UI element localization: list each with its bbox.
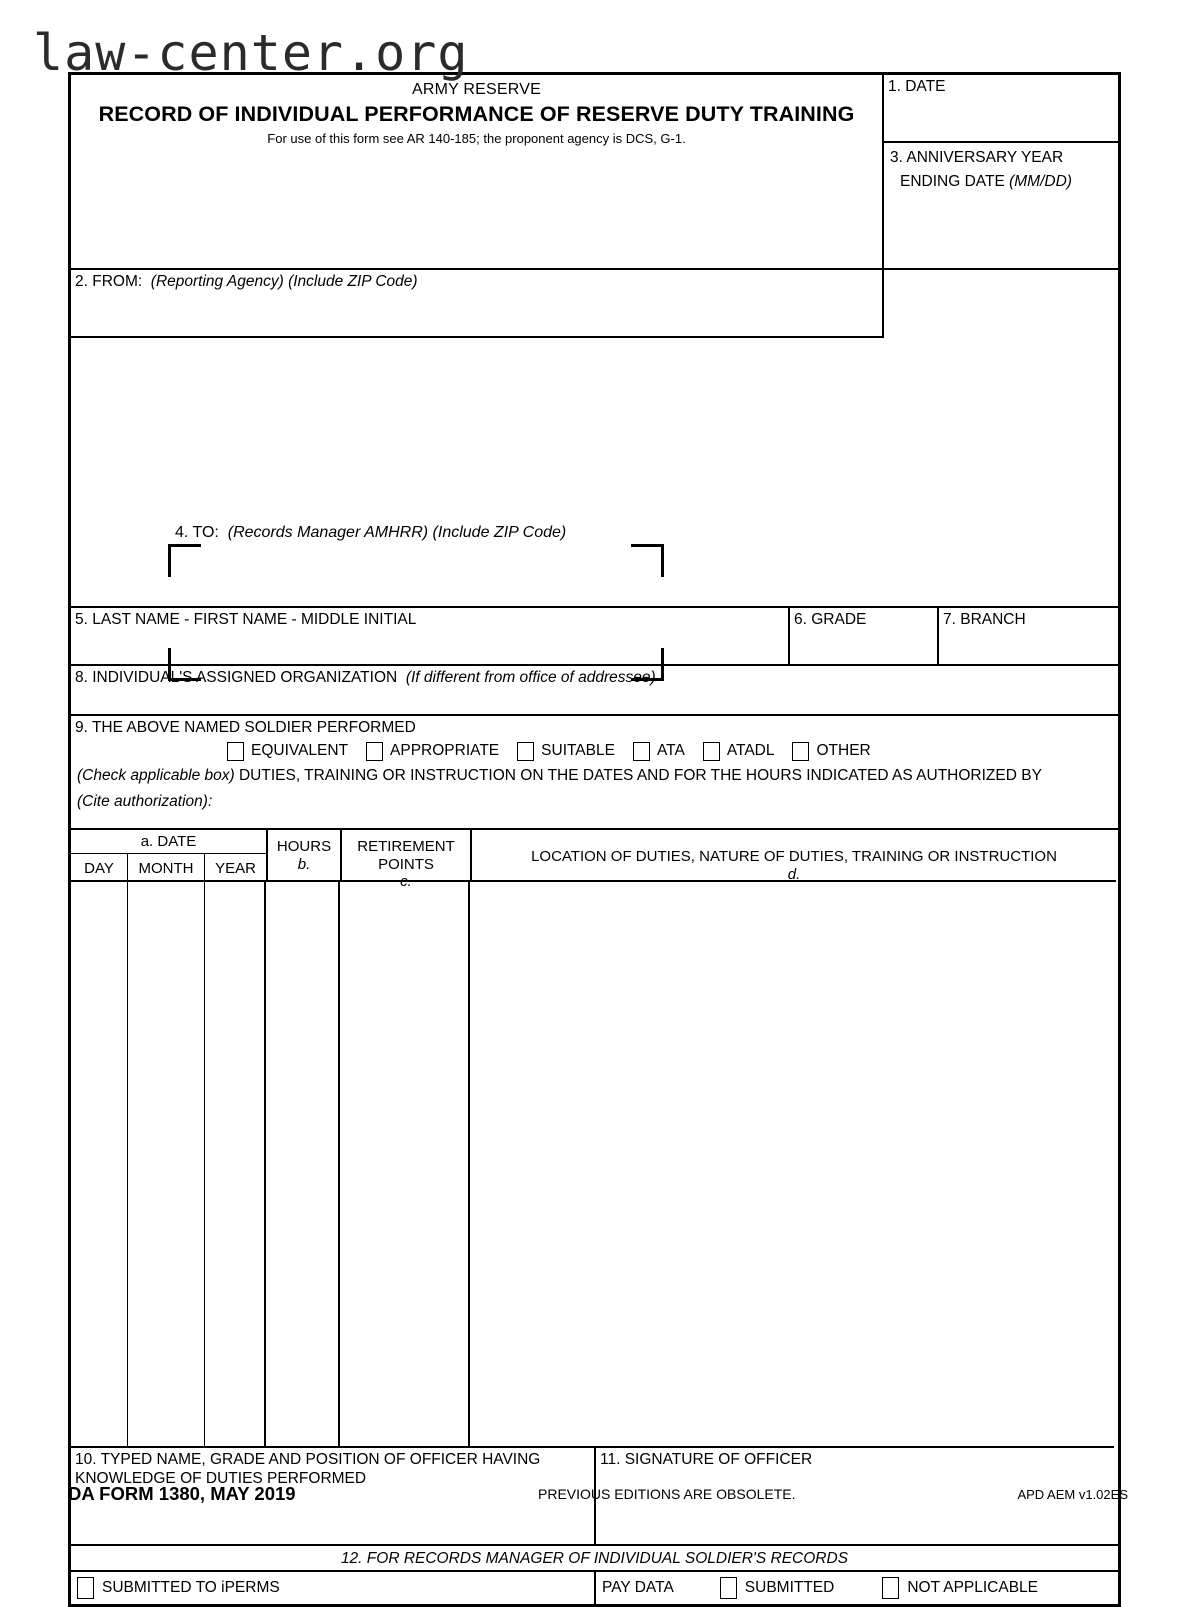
- table-header-month: MONTH: [138, 860, 194, 877]
- table-col-day: [71, 854, 128, 883]
- address-bracket-top-right: [631, 544, 664, 577]
- signature-label: 11. SIGNATURE OF OFFICER: [600, 1451, 813, 1468]
- typed-name-label-line1: 10. TYPED NAME, GRADE AND POSITION OF OFFICER HAVING: [75, 1451, 541, 1468]
- table-cell-hours[interactable]: [266, 882, 340, 1448]
- checkbox-atadl[interactable]: [703, 742, 720, 761]
- from-row: [71, 270, 1118, 338]
- option-other[interactable]: [792, 742, 870, 761]
- option-equivalent-label: EQUIVALENT: [251, 742, 349, 760]
- anniversary-label-line1: 3. ANNIVERSARY YEAR: [890, 149, 1064, 166]
- option-appropriate-label: APPROPRIATE: [390, 742, 500, 760]
- anniversary-label-line2: ENDING DATE (MM/DD): [900, 173, 1072, 191]
- field-grade[interactable]: [790, 608, 939, 666]
- title-block: [71, 75, 884, 270]
- records-manager-heading-row: [71, 1546, 1118, 1572]
- agency-label: ARMY RESERVE: [412, 81, 541, 98]
- date-anniversary-column: [884, 75, 1118, 270]
- check-applicable-hint: (Check applicable box): [77, 766, 235, 784]
- table-col-location: [472, 830, 1116, 882]
- organization-hint: (If different from office of addressee): [405, 669, 656, 686]
- pay-data-submitted-label: SUBMITTED: [744, 1579, 835, 1596]
- to-row: [71, 338, 1118, 608]
- table-header-points-letter: c.: [400, 873, 412, 891]
- option-atadl-label: ATADL: [726, 742, 775, 760]
- form-identifier: DA FORM 1380, MAY 2019: [68, 1483, 296, 1504]
- field-last-first-middle-name[interactable]: [71, 608, 790, 666]
- da-form-1380: [68, 72, 1121, 1607]
- table-header-year: YEAR: [215, 860, 256, 877]
- table-col-month: [128, 854, 205, 883]
- performed-instruction-line: [71, 767, 1118, 785]
- records-manager-heading: 12. FOR RECORDS MANAGER OF INDIVIDUAL SOLDIER'S RECORDS: [71, 1546, 1118, 1572]
- table-col-year: [205, 854, 266, 883]
- form-title: RECORD OF INDIVIDUAL PERFORMANCE OF RESERVE DUTY TRAINING: [98, 102, 855, 126]
- option-other-label: OTHER: [816, 742, 871, 760]
- field-to[interactable]: [71, 338, 1118, 608]
- option-appropriate[interactable]: [366, 742, 499, 761]
- table-cell-year[interactable]: [205, 882, 266, 1448]
- field-typed-name-grade-position[interactable]: [71, 1448, 596, 1546]
- checkbox-submitted-to-iperms[interactable]: [77, 1577, 94, 1599]
- table-header-hours: HOURS b.: [276, 838, 332, 873]
- checkbox-ata[interactable]: [633, 742, 650, 761]
- officer-row: [71, 1448, 1118, 1546]
- table-cell-points[interactable]: [340, 882, 470, 1448]
- field-branch[interactable]: [939, 608, 1118, 666]
- option-suitable-label: SUITABLE: [541, 742, 615, 760]
- performed-options: [71, 742, 1118, 761]
- identity-row: [71, 608, 1118, 666]
- option-submitted-to-iperms[interactable]: [71, 1572, 596, 1604]
- field-signature-of-officer[interactable]: [596, 1448, 1118, 1546]
- date-label: 1. DATE: [888, 78, 946, 95]
- field-from[interactable]: [71, 270, 884, 338]
- to-hint: (Records Manager AMHRR) (Include ZIP Code): [227, 524, 567, 541]
- section-soldier-performed: [71, 716, 1118, 830]
- option-equivalent[interactable]: [227, 742, 348, 761]
- checkbox-appropriate[interactable]: [366, 742, 383, 761]
- name-label: 5. LAST NAME - FIRST NAME - MIDDLE INITIAL: [75, 611, 417, 628]
- table-date-subheaders: [71, 854, 266, 883]
- organization-label: 8. INDIVIDUAL'S ASSIGNED ORGANIZATION (If different from office of addressee): [75, 669, 656, 686]
- performed-row: [71, 716, 1118, 830]
- duties-table-head: [71, 830, 1118, 891]
- table-cell-day[interactable]: [71, 882, 128, 1448]
- checkbox-suitable[interactable]: [517, 742, 534, 761]
- table-cell-location[interactable]: [470, 882, 1114, 1448]
- table-cell-month[interactable]: [128, 882, 205, 1448]
- checkbox-other[interactable]: [792, 742, 809, 761]
- checkbox-pay-data-submitted[interactable]: [720, 1577, 737, 1599]
- cite-authorization-hint: (Cite authorization):: [77, 792, 213, 810]
- organization-row: [71, 666, 1118, 716]
- submitted-to-iperms-label: SUBMITTED TO iPERMS: [102, 1579, 280, 1596]
- table-header-date: a. DATE: [71, 830, 266, 854]
- grade-label: 6. GRADE: [794, 611, 867, 628]
- checkbox-pay-data-not-applicable[interactable]: [882, 1577, 899, 1599]
- from-label: 2. FROM: (Reporting Agency) (Include ZIP Code): [75, 273, 418, 290]
- table-header-day: DAY: [84, 860, 114, 877]
- table-header-hours-letter: b.: [297, 855, 311, 873]
- records-manager-options-row: [71, 1572, 1118, 1604]
- table-col-date-group: [71, 830, 268, 882]
- table-col-hours: [268, 830, 342, 882]
- anniversary-hint: (MM/DD): [1009, 173, 1072, 191]
- table-col-retirement-points: [342, 830, 472, 891]
- pay-data-not-applicable-label: NOT APPLICABLE: [907, 1579, 1039, 1596]
- field-assigned-organization[interactable]: [71, 666, 1118, 716]
- pay-data-label: PAY DATA: [602, 1579, 674, 1596]
- address-bracket-top-left: [168, 544, 201, 577]
- performed-instruction-rest: DUTIES, TRAINING OR INSTRUCTION ON THE DATES AND FOR THE HOURS INDICATED AS AUTHORIZED BY: [234, 766, 1042, 784]
- typed-name-label-line2: KNOWLEDGE OF DUTIES PERFORMED: [75, 1469, 367, 1487]
- duties-table-body: [71, 882, 1118, 1448]
- option-atadl[interactable]: [703, 742, 775, 761]
- performed-heading: 9. THE ABOVE NAMED SOLDIER PERFORMED: [75, 719, 416, 736]
- apd-version: APD AEM v1.02ES: [1017, 1487, 1128, 1502]
- from-hint: (Reporting Agency) (Include ZIP Code): [150, 273, 418, 290]
- branch-label: 7. BRANCH: [943, 611, 1026, 628]
- header-row: [71, 75, 1118, 270]
- to-label: 4. TO: (Records Manager AMHRR) (Include ZIP Code): [175, 524, 567, 541]
- option-suitable[interactable]: [517, 742, 615, 761]
- form-subtitle: For use of this form see AR 140-185; the proponent agency is DCS, G-1.: [267, 131, 686, 146]
- option-ata-label: ATA: [656, 742, 685, 760]
- table-header-points: RETIREMENT POINTS c.: [357, 838, 455, 891]
- previous-editions-note: PREVIOUS EDITIONS ARE OBSOLETE.: [538, 1486, 796, 1502]
- pay-data-options: [596, 1572, 1118, 1604]
- field-anniversary-year-ending-date[interactable]: [884, 143, 1118, 270]
- checkbox-equivalent[interactable]: [227, 742, 244, 761]
- watermark-law-center: law-center.org: [33, 24, 469, 82]
- option-ata[interactable]: [633, 742, 685, 761]
- table-header-location-letter: d.: [787, 865, 801, 883]
- field-date[interactable]: [884, 75, 1118, 143]
- table-header-location: LOCATION OF DUTIES, NATURE OF DUTIES, TRAINING OR INSTRUCTION d.: [531, 848, 1057, 883]
